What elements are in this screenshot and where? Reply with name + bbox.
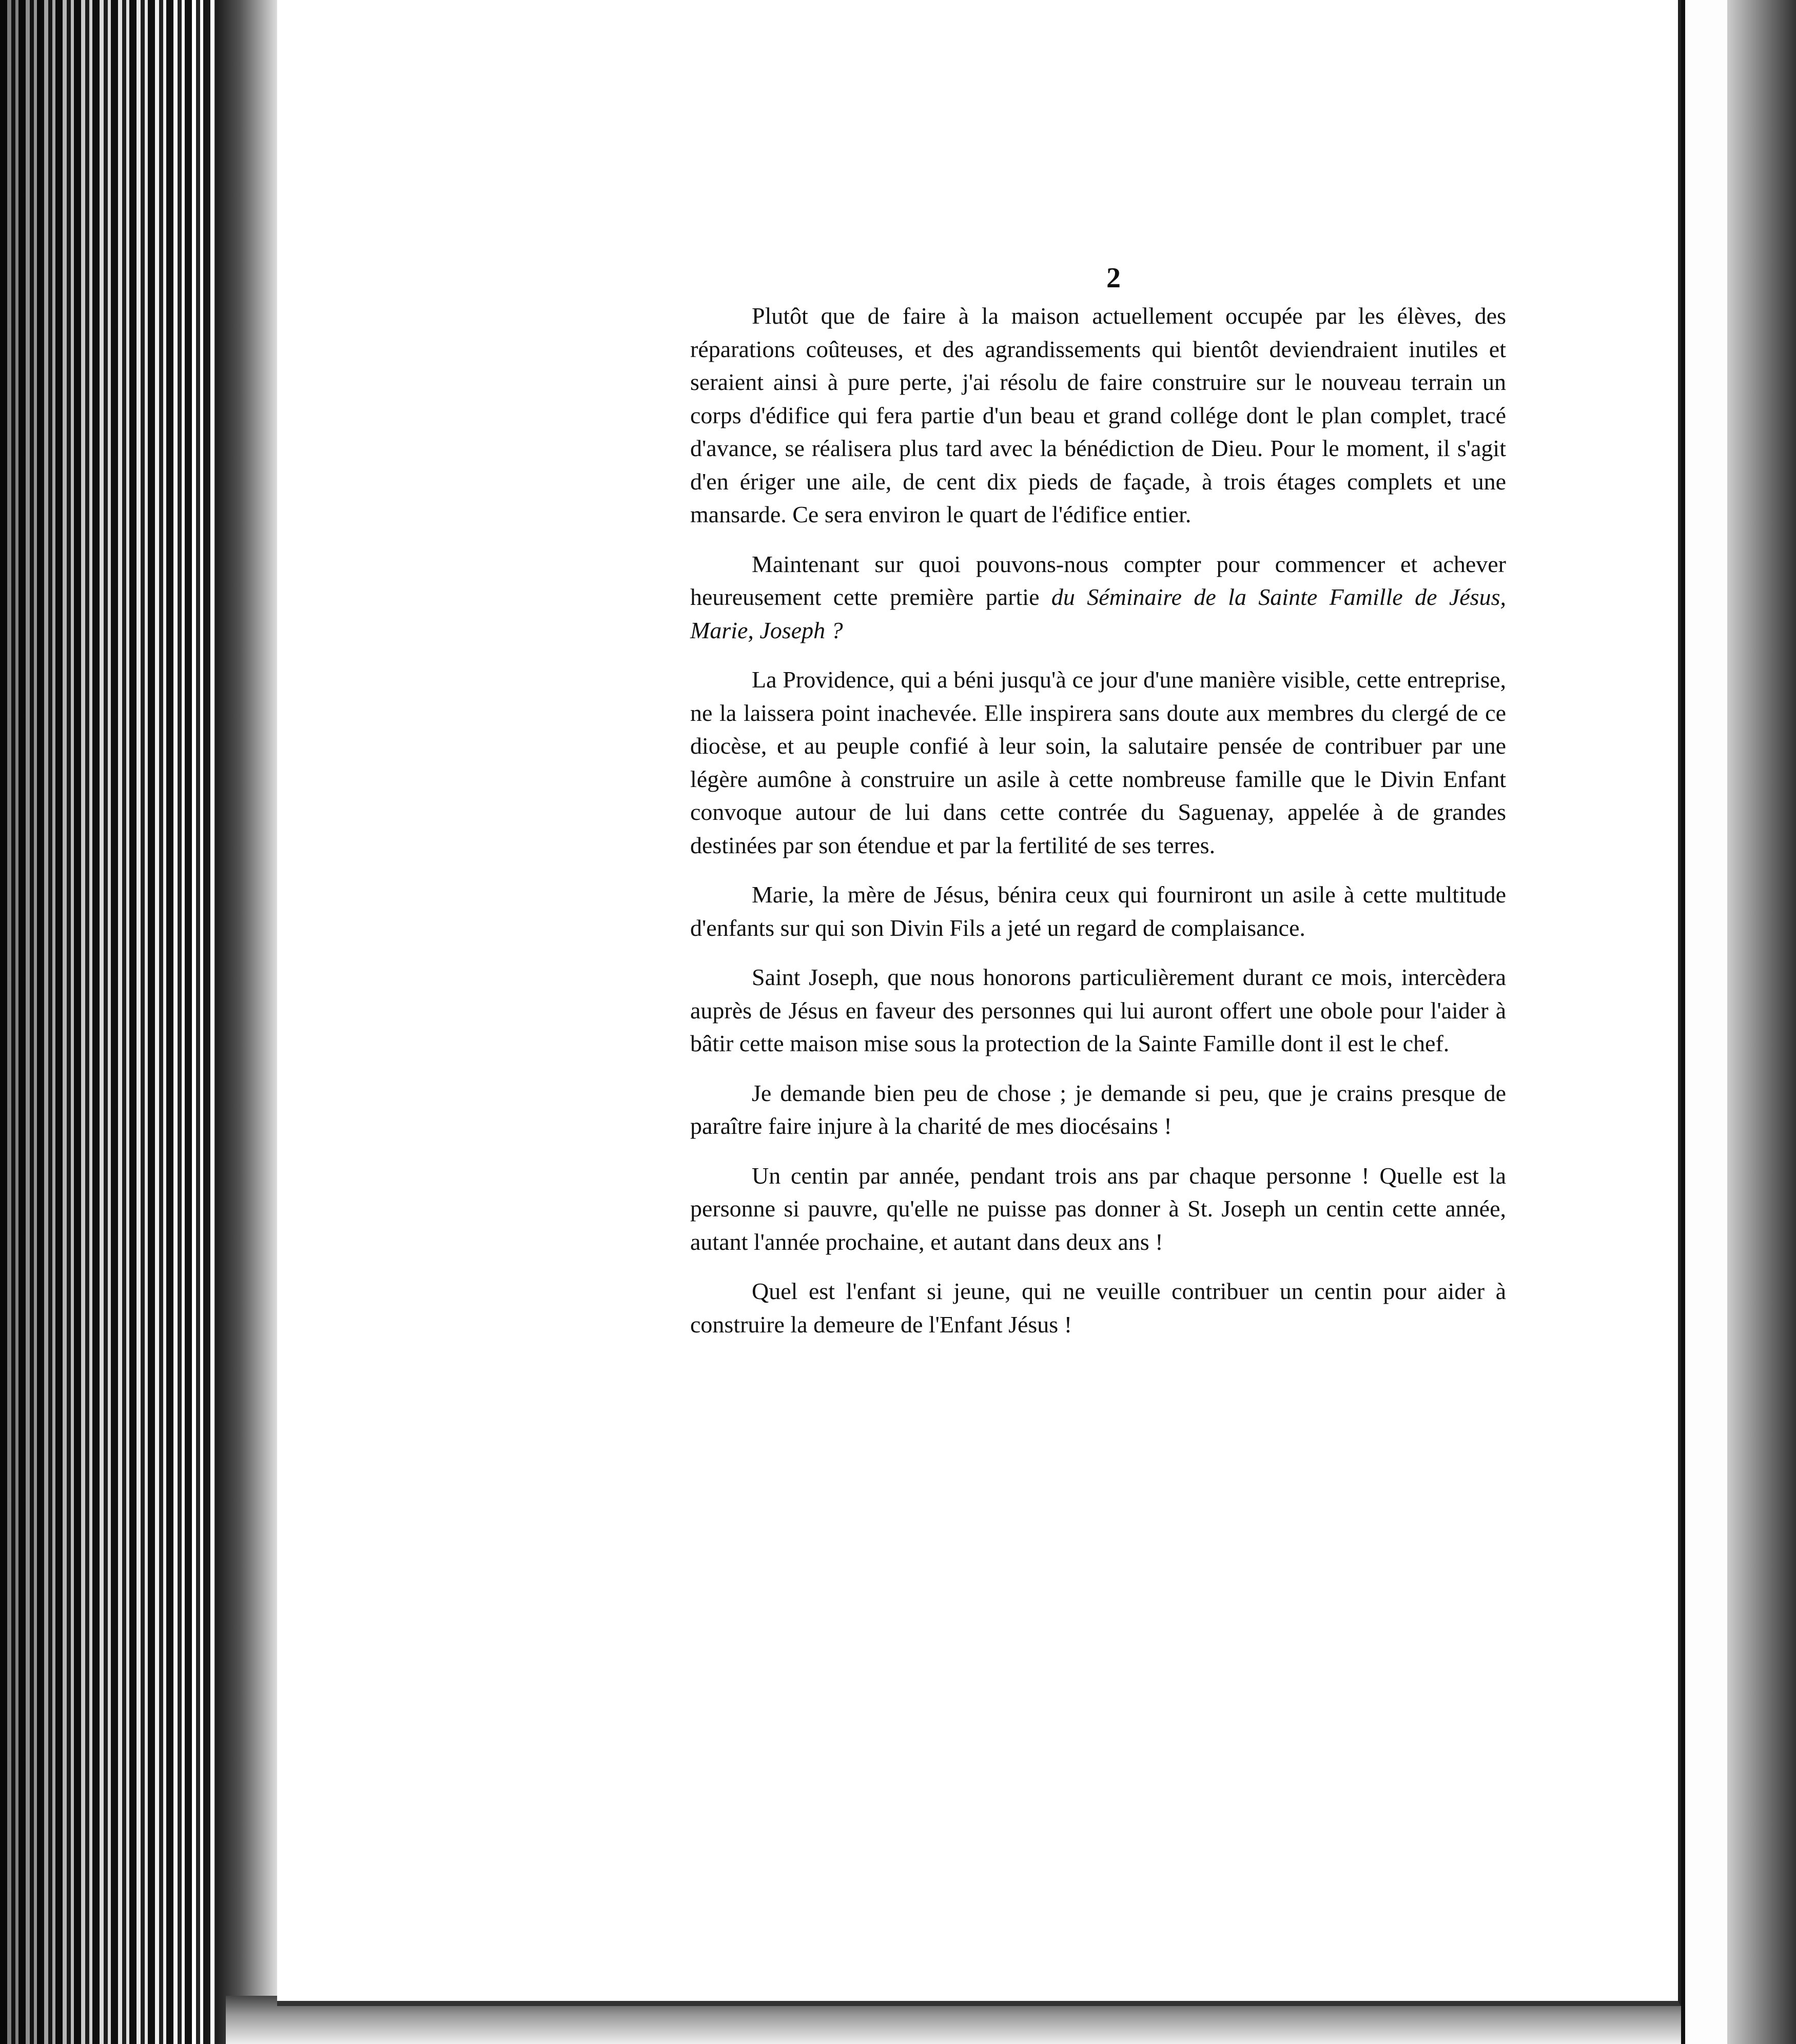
scan-border-right [1727,0,1796,2044]
paragraph-4: Marie, la mère de Jésus, bénira ceux qui fourniront un asile à cette multitude d'enfants sur qui son Divin Fils a jeté un regard de complaisance. [690,881,1506,941]
paragraph-8: Quel est l'enfant si jeune, qui ne veuille contribuer un centin pour aider à construire la demeure de l'Enfant Jésus ! [690,1278,1506,1338]
next-page-edge [1681,0,1731,2044]
page-number: 2 [1106,262,1121,294]
paragraph-2-italic-text: du Séminaire de la Sainte Famille de Jésus, Marie, Joseph ? [690,584,1506,643]
paragraph-6: Je demande bien peu de chose ; je demande si peu, que je crains presque de paraître faire injure à la charité de mes diocésains ! [690,1079,1506,1139]
page-gutter-shadow [216,0,277,2044]
paragraph-1: Plutôt que de faire à la maison actuellement occupée par les élèves, des réparations coûteuses, et des agrandissements qui bientôt deviendraient inutiles et seraient ainsi à pure perte, j'ai résolu de faire construire sur le nouveau terrain un corps d'édifice qui fera partie d'un beau et grand collége dont le plan complet, tracé d'avance, se réalisera plus tard avec la bénédiction de Dieu. Pour le moment, il s'agit d'en ériger une aile, de cent dix pieds de façade, à trois étages complets et une mansarde. Ce sera environ le quart de l'édifice entier. [690,303,1506,527]
paragraph-2-text: Maintenant sur quoi pouvons-nous compter pour commencer et achever heureusement cette première partie [690,551,1506,610]
paragraph-3: La Providence, qui a béni jusqu'à ce jour d'une manière visible, cette entreprise, ne la laissera point inachevée. Elle inspirera sans doute aux membres du clergé de ce diocèse, et au peuple confié à leur soin, la salutaire pensée de contribuer par une légère aumône à construire un asile à cette nombreuse famille que le Divin Enfant convoque autour de lui dans cette contrée du Saguenay, appelée à de grandes destinées par son étendue et par la fertilité de ses terres. [690,666,1506,858]
paragraph-5: Saint Joseph, que nous honorons particulièrement durant ce mois, intercèdera auprès de Jésus en faveur des personnes qui lui auront offert une obole pour l'aider à bâtir cette maison mise sous la protection de la Sainte Famille dont il est le chef. [690,964,1506,1056]
page-content [690,262,1506,1358]
paragraph-7: Un centin par année, pendant trois ans par chaque personne ! Quelle est la personne si pauvre, qu'elle ne puisse pas donner à St. Joseph un centin cette année, autant l'année prochaine, et autant dans deux ans ! [690,1162,1506,1255]
paragraph-2 [690,548,1506,647]
